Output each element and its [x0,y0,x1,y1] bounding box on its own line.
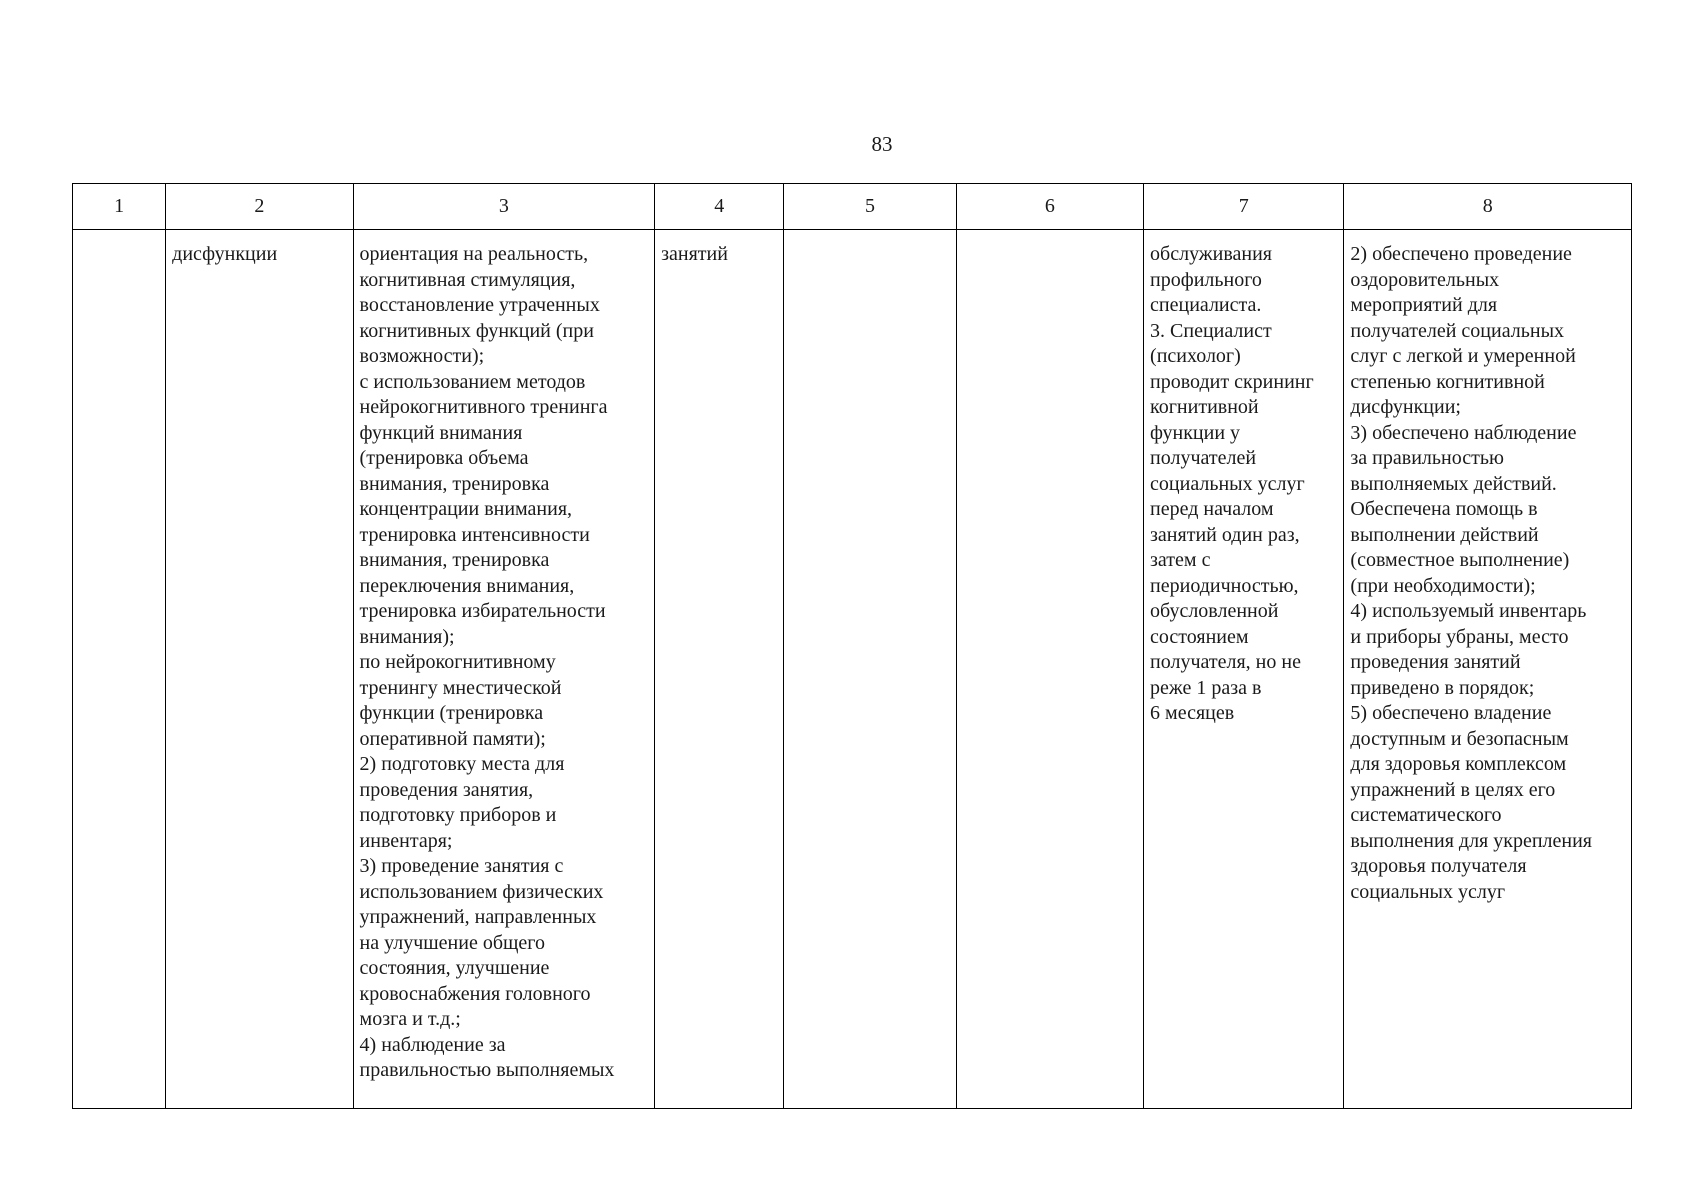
column-header-8: 8 [1344,184,1632,230]
document-table [72,183,1632,1109]
cell-col-7: обслуживания профильного специалиста. 3. Специалист (психолог) проводит скрининг когнитивной функции у получателей социальных услуг перед началом занятий один раз, затем с периодичностью, обусловленной состоянием получателя, но не реже 1 раза в 6 месяцев [1144,230,1344,1109]
cell-col-8: 2) обеспечено проведение оздоровительных мероприятий для получателей социальных слуг с легкой и умеренной степенью когнитивной дисфункции; 3) обеспечено наблюдение за правильностью выполняемых действий. Обеспечена помощь в выполнении действий (совместное выполнение) (при необходимости); 4) используемый инвентарь и приборы убраны, место проведения занятий приведено в порядок; 5) обеспечено владение доступным и безопасным для здоровья комплексом упражнений в целях его систематического выполнения для укрепления здоровья получателя социальных услуг [1344,230,1632,1109]
table-header-row [73,184,1632,230]
cell-col-1 [73,230,166,1109]
column-header-1: 1 [73,184,166,230]
table-row [73,230,1632,1109]
column-header-4: 4 [655,184,784,230]
column-header-5: 5 [784,184,956,230]
column-header-7: 7 [1144,184,1344,230]
page-number: 83 [871,132,893,156]
column-header-6: 6 [956,184,1143,230]
cell-col-2: дисфункции [166,230,353,1109]
cell-col-4: занятий [655,230,784,1109]
column-header-3: 3 [353,184,655,230]
cell-col-3: ориентация на реальность, когнитивная стимуляция, восстановление утраченных когнитивных функций (при возможности); с использованием методов нейрокогнитивного тренинга функций внимания (тренировка объема внимания, тренировка концентрации внимания, тренировка интенсивности внимания, тренировка переключения внимания, тренировка избирательности внимания); по нейрокогнитивному тренингу мнестической функции (тренировка оперативной памяти); 2) подготовку места для проведения занятия, подготовку приборов и инвентаря; 3) проведение занятия с использованием физических упражнений, направленных на улучшение общего состояния, улучшение кровоснабжения головного мозга и т.д.; 4) наблюдение за правильностью выполняемых [353,230,655,1109]
cell-col-6 [956,230,1143,1109]
cell-col-5 [784,230,956,1109]
column-header-2: 2 [166,184,353,230]
